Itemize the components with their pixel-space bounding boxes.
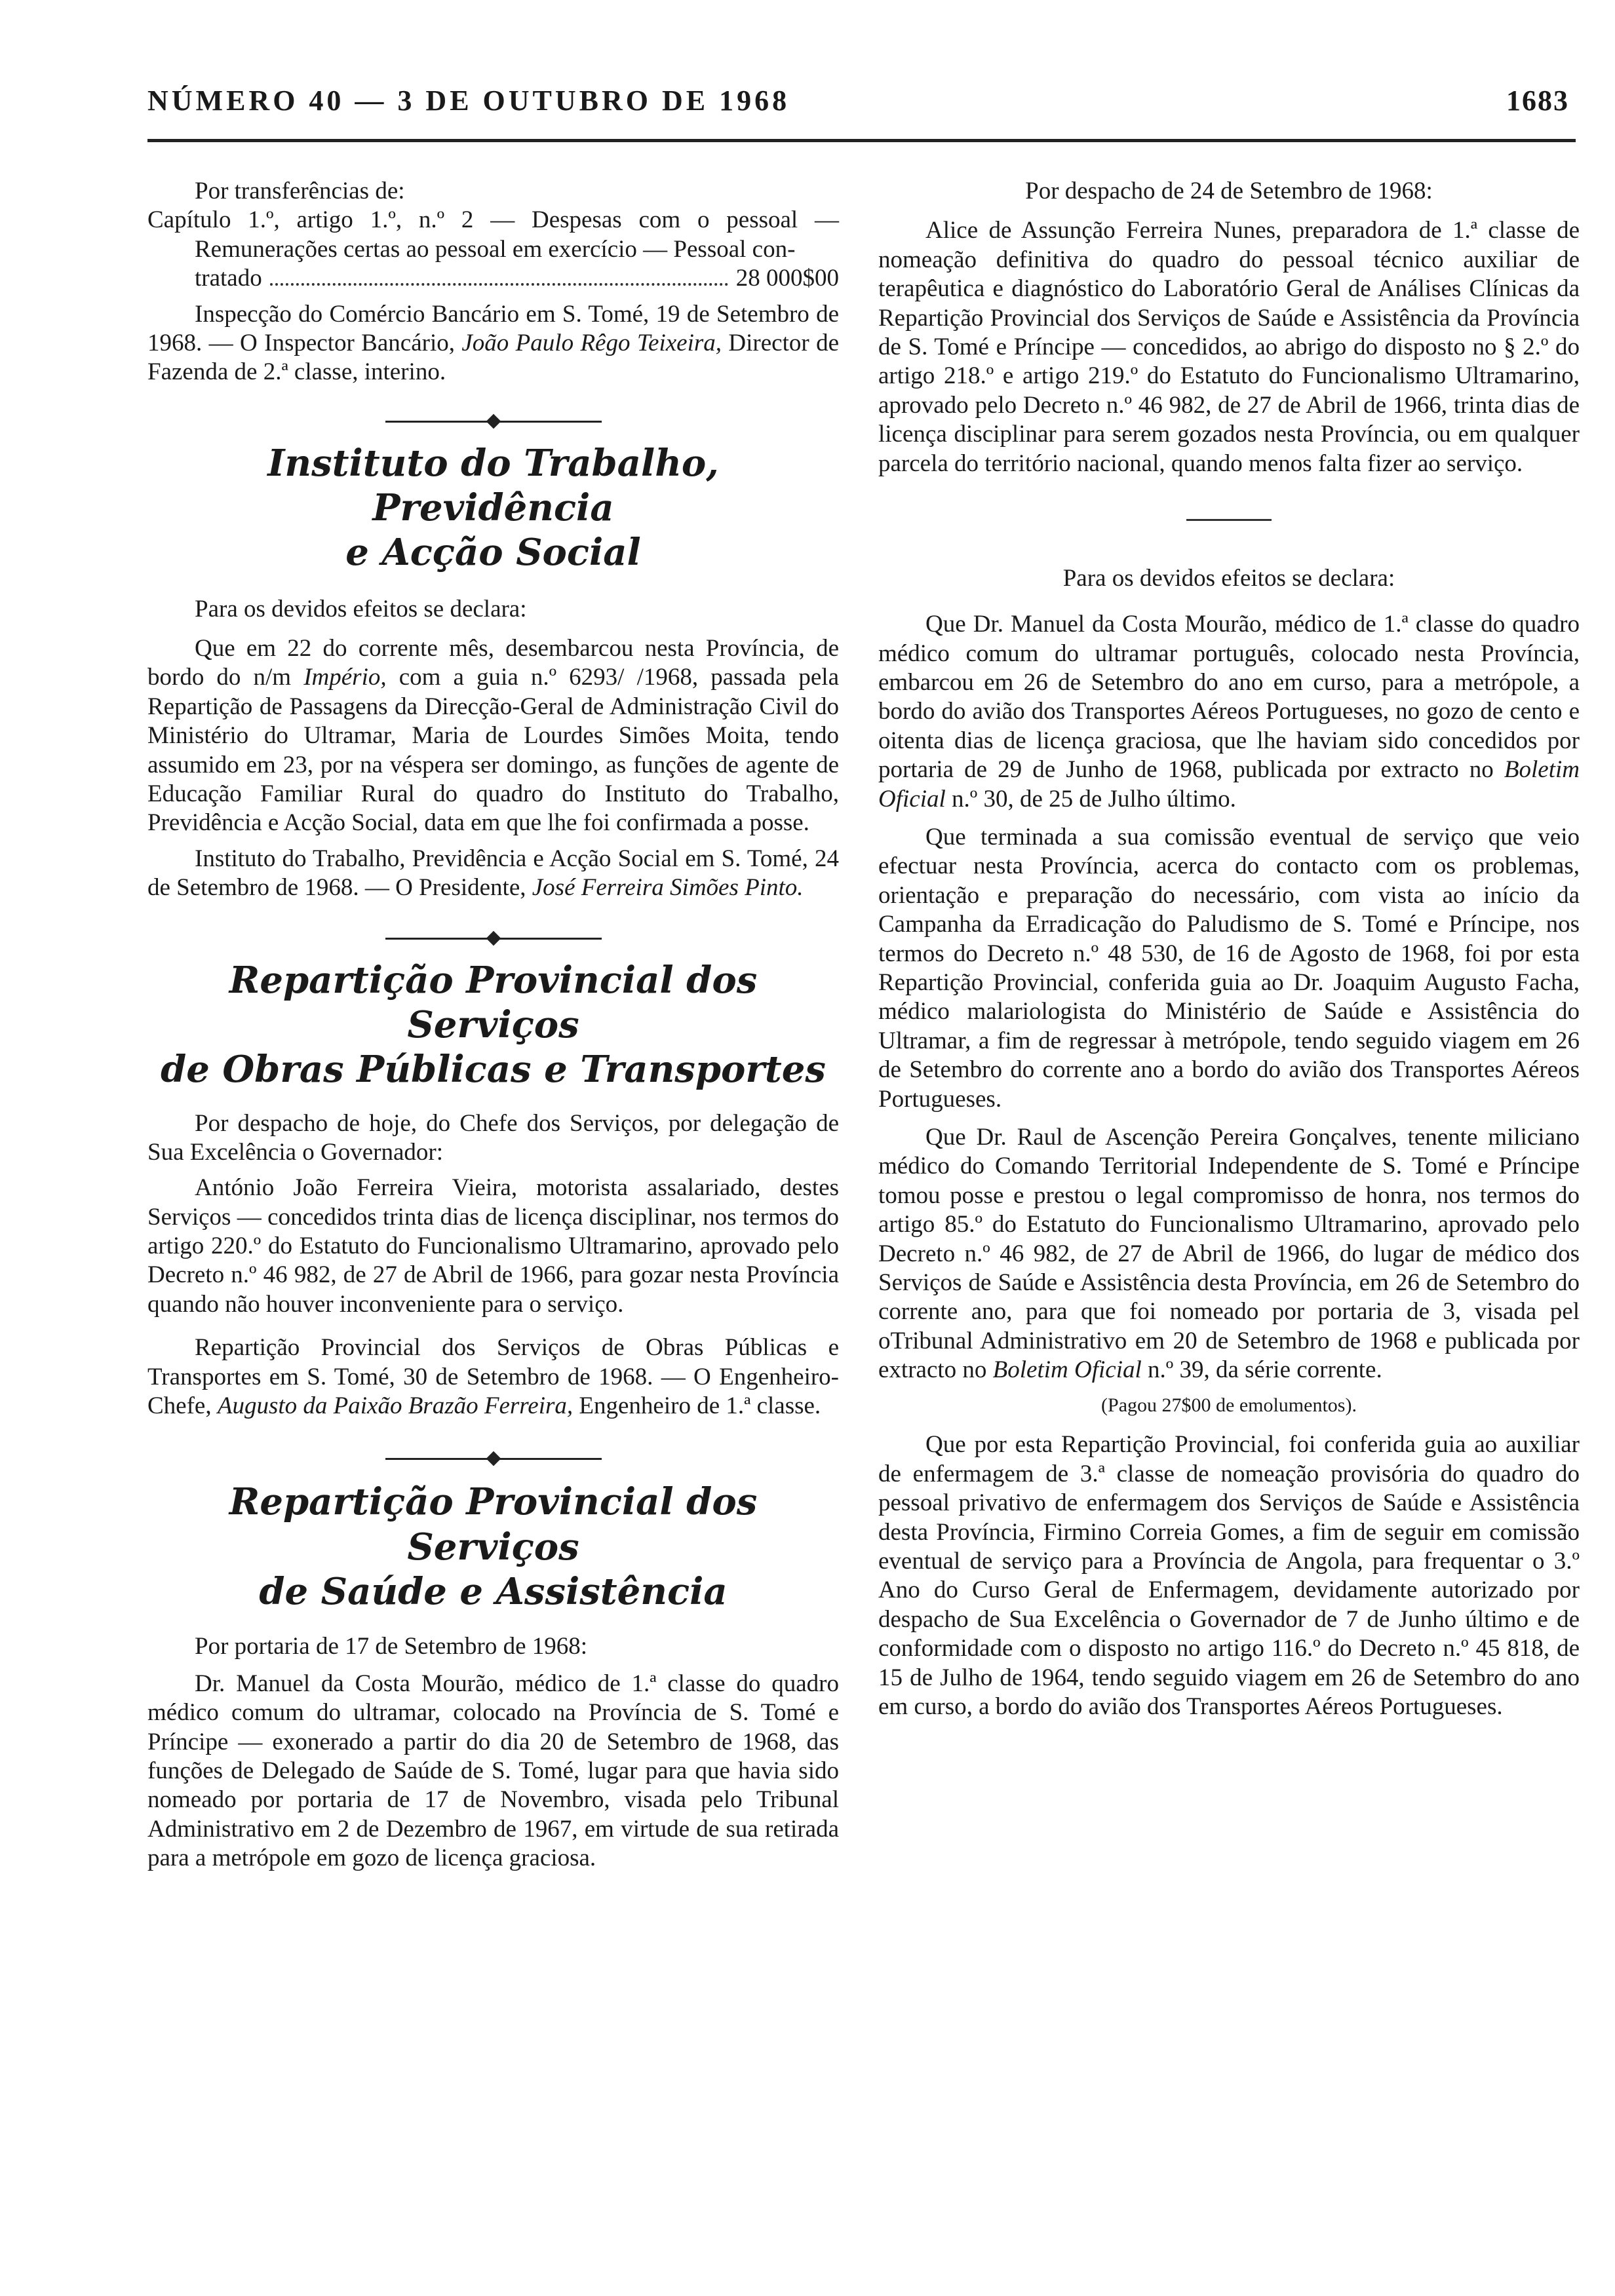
s1-intro: Para os devidos efeitos se declara:	[195, 595, 527, 622]
s2-signature: Augusto da Paixão Brazão Ferreira,	[217, 1392, 574, 1420]
right-column	[878, 177, 1580, 1721]
s2-p2-text: Repartição Provincial dos Serviços de Obras Públicas e Transportes em S. Tomé, 30 de Setembro de 1968. — O Engenheiro-Chefe,	[147, 1334, 839, 1420]
transfer-intro: Por transferências de:	[195, 178, 405, 204]
r-p2-text-b: n.º 30, de 25 de Julho último.	[952, 785, 1236, 813]
r-p4-text-b: n.º 39, da série corrente.	[1148, 1356, 1382, 1384]
s3-paragraph-1: Dr. Manuel da Costa Mourão, médico de 1.ª classe do quadro médico comum do ultramar, colocado na Província de S. Tomé e Príncipe — exonerado a partir do dia 20 de Setembro de 1968, das funções de Delegado de Saúde de S. Tomé, lugar para que havia sido nomeado por portaria de 17 de Novembro, visada pelo Tribunal Administrativo em 2 de Dezembro de 1967, em virtude de sua retirada para a metrópole em gozo de licença graciosa.	[147, 1670, 839, 1872]
payment-note: (Pagou 27$00 de emolumentos).	[1101, 1394, 1357, 1417]
section-title-saude-2: de Saúde e Assistência	[259, 1570, 728, 1614]
dot-leader	[270, 283, 728, 286]
page-number: 1683	[1506, 85, 1569, 117]
inspection-role: Director de Fazenda de 2.ª classe, interino.	[147, 329, 839, 386]
section-title-saude-1: Repartição Provincial dos Serviços	[229, 1480, 758, 1569]
ornament-divider	[385, 1452, 602, 1465]
chapter-amount: 28 000$00	[735, 265, 839, 292]
s2-paragraph-1: António João Ferreira Vieira, motorista assalariado, destes Serviços — concedidos trinta dias de licença disciplinar, nos termos do artigo 220.º do Estatuto do Funcionalismo Ultramarino, aprovado pelo Decreto n.º 46 982, de 27 de Abril de 1966, para gozar nesta Província quando não houver inconveniente para o serviço.	[147, 1174, 839, 1318]
ornament-divider	[385, 415, 602, 428]
r-paragraph-5: Que por esta Repartição Provincial, foi conferida guia ao auxiliar de enfermagem de 3.ª classe de nomeação provisória do quadro do pessoal privativo de enfermagem dos Serviços de Saúde e Assistência desta Província, Firmino Correia Gomes, a fim de seguir em comissão eventual de serviço para a Província de Angola, para frequentar o 3.º Ano do Curso Geral de Enfermagem, devidamente autorizado por despacho de Sua Excelência o Governador de 7 de Junho último e de conformidade com o disposto no artigo 116.º do Decreto n.º 45 818, de 15 de Julho de 1964, tendo seguido viagem em 26 de Setembro do ano em curso, a bordo do avião dos Transportes Aéreos Portugueses.	[878, 1431, 1580, 1720]
inspection-signature: João Paulo Rêgo Teixeira,	[461, 329, 722, 356]
inspection-paragraph	[147, 300, 839, 387]
s1-ship-name: Império,	[303, 664, 387, 691]
r-p2-text-a: Que Dr. Manuel da Costa Mourão, médico de 1.ª classe do quadro médico comum do ultramar português, colocado nesta Província, embarcou em 26 de Setembro do ano em curso, para a metrópole, a bordo do avião dos Transportes Aéreos Portugueses, no gozo de cento e oitenta dias de licença graciosa, que lhe haviam sido concedidos por portaria de 29 de Junho de 1968, publicada por extracto no	[878, 611, 1580, 784]
section-title-obras-2: de Obras Públicas e Transportes	[161, 1048, 826, 1092]
r-paragraph-3: Que terminada a sua comissão eventual de serviço que veio efectuar nesta Província, acerca do contacto com os problemas, orientação e preparação do necessário, com vista ao início da Campanha da Erradicação do Paludismo de S. Tomé e Príncipe, nos termos do Decreto n.º 48 530, de 16 de Agosto de 1968, foi por esta Repartição Provincial, conferida guia ao Dr. Joaquim Augusto Facha, médico malariologista do Ministério de Saúde e Assistência do Ultramar, a fim de regressar à metrópole, tendo seguido viagem em 26 de Setembro do corrente ano a bordo do avião dos Transportes Aéreos Portugueses.	[878, 824, 1580, 1113]
section-title-obras-1: Repartição Provincial dos Serviços	[229, 958, 758, 1046]
chapter-amount-line	[147, 264, 839, 293]
section-title-instituto-1: Instituto do Trabalho, Previdência	[267, 441, 719, 530]
issue-date-line: NÚMERO 40 — 3 DE OUTUBRO DE 1968	[147, 85, 790, 117]
r-paragraph-4	[878, 1123, 1580, 1385]
header-rule	[147, 139, 1576, 142]
chapter-entry	[147, 206, 839, 264]
inspection-text: Inspecção do Comércio Bancário em S. Tomé, 19 de Setembro de 1968. — O Inspector Bancário,	[147, 300, 839, 356]
r-p2-boletim: Boletim Oficial	[878, 756, 1580, 813]
r-paragraph-1: Alice de Assunção Ferreira Nunes, preparadora de 1.ª classe de nomeação definitiva do quadro do pessoal técnico auxiliar de terapêutica e diagnóstico do Laboratório Geral de Análises Clínicas da Repartição Provincial dos Serviços de Saúde e Assistência da Província de S. Tomé e Príncipe — concedidos, ao abrigo do disposto no § 2.º do artigo 218.º e artigo 219.º do Estatuto do Funcionalismo Ultramarino, aprovado pelo Decreto n.º 46 982, de 27 de Abril de 1966, trinta dias de licença disciplinar para serem gozados nesta Província, ou em qualquer parcela do território nacional, quando menos falta fizer ao serviço.	[878, 217, 1580, 477]
r-paragraph-2	[878, 610, 1580, 814]
s2-intro: Por despacho de hoje, do Chefe dos Serviços, por delegação de Sua Excelência o Governador:	[147, 1109, 839, 1166]
left-column	[147, 177, 839, 1873]
s1-paragraph-1	[147, 634, 839, 838]
r-p4-text-a: Que Dr. Raul de Ascenção Pereira Gonçalves, tenente miliciano médico do Comando Territorial Independente de S. Tomé e Príncipe tomou posse e prestou o legal compromisso de honra, nos termos do artigo 85.º do Estatuto do Funcionalismo Ultramarino, aprovado pelo Decreto n.º 46 982, de 27 de Abril de 1966, do lugar de médico dos Serviços de Saúde e Assistência desta Província, em 26 de Setembro do corrente ano, para que foi nomeado por portaria de 3, visada pel oTribunal Administrativo em 20 de Setembro de 1968 e publicada por extracto no	[878, 1123, 1580, 1384]
s1-paragraph-2	[147, 845, 839, 903]
ornament-divider	[385, 932, 602, 945]
chapter-text: Capítulo 1.º, artigo 1.º, n.º 2 — Despesas com o pessoal — Remunerações certas ao pessoal em exercício — Pessoal con-	[147, 206, 839, 263]
s2-role: Engenheiro de 1.ª classe.	[579, 1392, 821, 1420]
s1-p1-text-a: Que em 22 do corrente mês, desembarcou nesta Província, de bordo do n/m	[147, 635, 839, 691]
s1-p1-text-b: com a guia n.º 6293/ /1968, passada pela Repartição de Passagens da Direcção-Geral de Administração Civil do Ministério do Ultramar, Maria de Lourdes Simões Moita, tendo assumido em 23, por na véspera ser domingo, as funções de agente de Educação Familiar Rural do quadro do Instituto do Trabalho, Previdência e Acção Social, data em que lhe foi confirmada a posse.	[147, 664, 839, 837]
r-intro-2: Para os devidos efeitos se declara:	[1062, 564, 1395, 592]
section-title-instituto-2: e Acção Social	[345, 531, 641, 575]
r-p4-boletim: Boletim Oficial	[992, 1356, 1142, 1384]
s2-paragraph-2	[147, 1333, 839, 1421]
s3-intro: Por portaria de 17 de Setembro de 1968:	[195, 1633, 588, 1660]
s1-p2-text: Instituto do Trabalho, Previdência e Acção Social em S. Tomé, 24 de Setembro de 1968. — O Presidente,	[147, 845, 839, 902]
chapter-last-word: tratado	[195, 265, 262, 292]
r-intro: Por despacho de 24 de Setembro de 1968:	[1025, 178, 1433, 204]
page-header	[147, 84, 1569, 136]
s1-signature: José Ferreira Simões Pinto.	[532, 874, 804, 902]
